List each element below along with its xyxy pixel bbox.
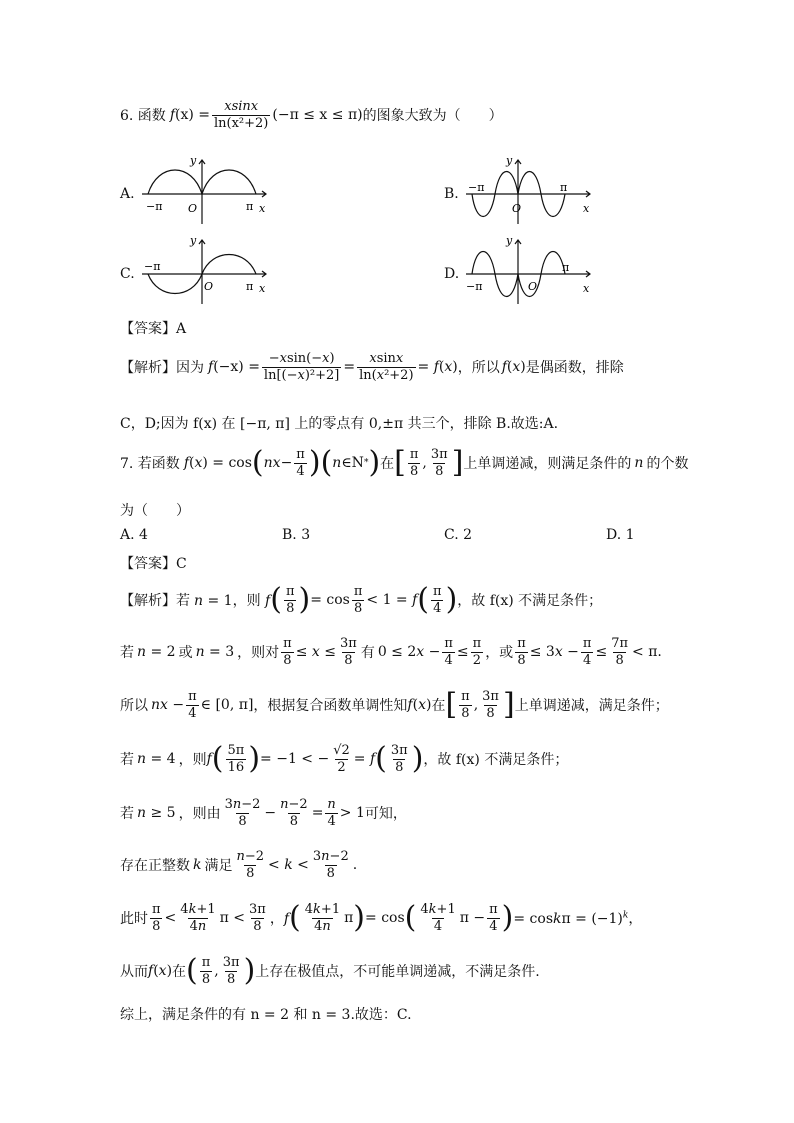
graph-a xyxy=(138,154,278,226)
graph-d xyxy=(462,234,602,306)
svg-text:x: x xyxy=(583,282,590,295)
q6-number: 6. 函数 xyxy=(120,108,166,125)
q7-text: 或 xyxy=(178,645,193,662)
q7-text: ，根据复合函数单调性知 xyxy=(253,698,408,715)
option-a-label: A. xyxy=(120,186,135,202)
svg-text:O: O xyxy=(512,202,522,215)
q7-s6: 存在正整数 k 满足 $\frac{n-2}{8}$ < k < $\frac{3n-2}{8}$ . xyxy=(120,849,358,881)
q7-text: ，故 f(x) 不满足条件； xyxy=(457,593,603,610)
q7-text: ，则对 xyxy=(237,645,280,662)
analysis-text: 因为 xyxy=(176,360,204,377)
q6-answer: 【答案】A xyxy=(120,321,187,337)
q7-choice-b: B. 3 xyxy=(282,527,311,543)
q7-text: 所以 xyxy=(120,698,148,715)
q7-text: 若 xyxy=(120,806,134,823)
q7-text: 的个数 xyxy=(646,456,689,473)
q7-text: 上单调递减，满足条件； xyxy=(514,698,669,715)
q7-text: 若 xyxy=(120,752,134,769)
analysis-text: 是偶函数，排除 xyxy=(525,360,624,377)
label-origin: O xyxy=(188,202,198,215)
q7-text: ，故 f(x) 不满足条件； xyxy=(423,752,569,769)
svg-text:O: O xyxy=(528,280,538,293)
svg-text:−π: −π xyxy=(144,260,161,273)
q6-fraction xyxy=(212,100,270,130)
q7-stem: 7. 若函数 f(x) = cos ( nx − $\frac{\pi}{4}$ ) ( n ∈N * ) 在 [ $\frac{\pi}{8}$ , $\frac{3\pi}{8}$ ] 上单调递减，则满足条件的 n 的个数 xyxy=(120,445,689,481)
graph-b xyxy=(462,154,602,226)
option-d-label: D. xyxy=(444,266,460,282)
q7-s9: 综上，满足条件的有 n = 2 和 n = 3.故选：C. xyxy=(120,1007,412,1023)
svg-text:π: π xyxy=(560,181,568,194)
q6-analysis-line2: C，D;因为 f(x) 在 [−π, π] 上的零点有 0,±π 共三个，排除 B.故选:A. xyxy=(120,416,559,432)
q7-s8: 从而 f(x) 在 ( $\frac{\pi}{8}$ , $\frac{3\pi}{8}$ ) 上存在极值点，不可能单调递减，不满足条件. xyxy=(120,953,540,989)
svg-text:−π: −π xyxy=(466,280,483,293)
q7-answer: 【答案】C xyxy=(120,556,187,572)
q6-analysis-line1: 【解析】 因为 f (−x) = $\frac{-xsin(-x)}{\text{ln[(−x)²+2]}}$ = $\frac{xsinx}{\text{ln(x²+2)}}$ = f(x) ，所以 f(x) 是偶函数，排除 xyxy=(120,351,624,383)
svg-text:π: π xyxy=(246,280,254,293)
q7-text: 可知， xyxy=(364,806,407,823)
svg-text:−π: −π xyxy=(468,181,485,194)
label-y: y xyxy=(190,154,197,167)
q6-frac-num: xsinx xyxy=(224,99,259,114)
svg-text:y: y xyxy=(506,234,513,247)
label-neg-pi: −π xyxy=(146,200,163,213)
q7-text: 在 xyxy=(431,698,446,715)
q7-choice-c: C. 2 xyxy=(444,527,473,543)
q7-s2: 若 n = 2 或 n = 3 ，则对 $\frac{\pi}{8}$ ≤ x ≤ $\frac{3\pi}{8}$ 有 0 ≤ 2x − $\frac{\pi}{4}$ ≤ $\frac{\pi}{2}$ ，或 $\frac{\pi}{8}$ ≤ 3x − $\frac{\pi}{4}$ ≤ $\frac{7\pi}{8}$ < π. xyxy=(120,636,662,668)
label-pi: π xyxy=(246,200,254,213)
q7-text: 在 xyxy=(380,456,395,473)
analysis-text: ，所以 xyxy=(457,360,500,377)
q7-s1: 【解析】若 n = 1，则 f ( $\frac{\pi}{8}$ ) = cos $\frac{\pi}{8}$ < 1 = f ( $\frac{\pi}{4}$ ) ，故 f(x) 不满足条件； xyxy=(120,582,603,618)
q6-domain: (−π ≤ x ≤ π) xyxy=(272,107,363,124)
q7-stem-line2: 为（ ） xyxy=(120,503,190,519)
q7-choice-a: A. 4 xyxy=(120,527,148,543)
q7-text: 从而 xyxy=(120,964,148,981)
q6-frac-den: ln(x²+2) xyxy=(214,115,269,131)
q7-number: 7. 若函数 xyxy=(120,456,180,473)
q6-tail: 的图象大致为（ ） xyxy=(362,108,503,125)
svg-text:x: x xyxy=(583,202,590,215)
q7-s7: 此时 $\frac{\pi}{8}$ < $\frac{4k+1}{4n}$ π < $\frac{3\pi}{8}$ ，f ( $\frac{4k+1}{4n}$ π ) = cos ( $\frac{4k+1}{4}$ π − $\frac{\pi}{4}$ ) = $\cos k\pi = (-1)^k$， xyxy=(120,900,643,936)
q6-fx-arg: (x) = xyxy=(175,107,210,124)
q7-text: ，则由 xyxy=(178,806,221,823)
q7-text: 有 xyxy=(360,645,375,662)
q7-text: 上单调递减，则满足条件的 xyxy=(463,456,632,473)
analysis-label: 【解析】 xyxy=(120,360,176,377)
q7-text: ，或 xyxy=(485,645,514,662)
q7-text: 若 xyxy=(120,645,134,662)
graph-c xyxy=(138,234,278,306)
q6-fx: f xyxy=(169,107,175,124)
svg-text:O: O xyxy=(204,280,214,293)
label-x: x xyxy=(259,202,266,215)
svg-text:x: x xyxy=(259,282,266,295)
q7-s4: 若 n = 4 ，则 f ( $\frac{5\pi}{16}$ ) = −1 < − $\frac{√2}{2}$ = f ( $\frac{3\pi}{8}$ ) ，故 f(x) 不满足条件； xyxy=(120,741,569,777)
svg-text:y: y xyxy=(190,234,197,247)
analysis-label: 【解析】若 xyxy=(120,593,190,610)
q7-s3: 所以 nx − $\frac{\pi}{4}$ ∈ [0, π] ，根据复合函数单调性知 f(x) 在 [ $\frac{\pi}{8}$ , $\frac{3\pi}{8}$ ] 上单调递减，满足条件； xyxy=(120,687,669,723)
option-c-label: C. xyxy=(120,266,135,282)
q7-text: ，则 xyxy=(178,752,207,769)
q7-text: 满足 xyxy=(204,858,233,875)
svg-text:π: π xyxy=(562,261,570,274)
q6-stem xyxy=(120,100,503,130)
q7-text: 在 xyxy=(172,964,187,981)
q7-text: 此时 xyxy=(120,911,148,928)
option-b-label: B. xyxy=(444,186,459,202)
q7-text: 存在正整数 xyxy=(120,858,190,875)
q7-choice-d: D. 1 xyxy=(606,527,635,543)
q7-s5: 若 n ≥ 5 ，则由 $\frac{3n-2}{8}$ − $\frac{n-2}{8}$ = $\frac{n}{4}$ > 1 可知， xyxy=(120,797,407,829)
svg-text:y: y xyxy=(506,154,513,167)
q7-text: 上存在极值点，不可能单调递减，不满足条件. xyxy=(255,964,540,981)
